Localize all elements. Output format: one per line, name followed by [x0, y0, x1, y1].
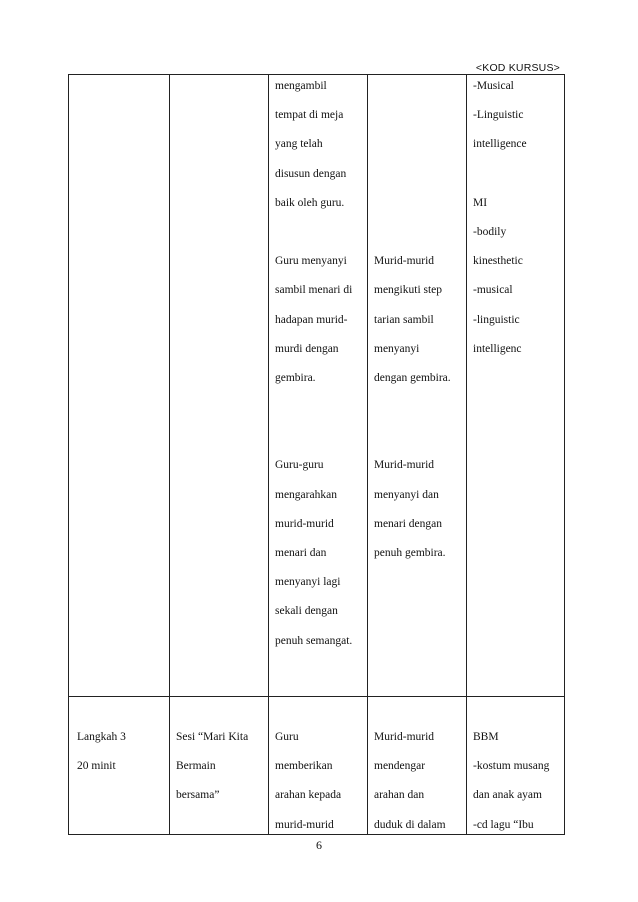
cell-line: memberikan — [275, 760, 333, 773]
cell-line: Bermain — [176, 760, 216, 773]
cell-line: Guru — [275, 731, 299, 743]
cell-line: menari dan — [275, 547, 327, 559]
cell-line: Sesi “Mari Kita — [176, 731, 249, 743]
cell-line: murdi dengan — [275, 342, 339, 355]
cell-line: kinesthetic — [473, 255, 523, 268]
cell-line: bersama” — [176, 789, 220, 802]
cell-line: sekali dengan — [275, 605, 338, 618]
cell-line: mendengar — [374, 760, 426, 773]
cell-line: Guru menyanyi — [275, 255, 347, 268]
column-divider — [169, 75, 170, 834]
cell-line: intelligenc — [473, 342, 522, 355]
column-divider — [367, 75, 368, 834]
guru-activity-cell — [275, 72, 352, 656]
catatan-cell — [473, 723, 549, 840]
cell-line — [374, 160, 451, 189]
cell-line: Guru-guru — [275, 459, 324, 472]
cell-line: penuh semangat. — [275, 634, 353, 647]
course-code-header: <KOD KURSUS> — [475, 62, 560, 74]
cell-line: Murid-murid — [374, 731, 435, 743]
cell-line: menyanyi — [374, 342, 420, 355]
cell-line: BBM — [473, 731, 499, 743]
murid-activity-cell — [374, 72, 451, 568]
cell-line — [374, 101, 451, 130]
langkah-cell — [77, 723, 126, 781]
cell-line: -bodily — [473, 225, 507, 238]
cell-line: 20 minit — [77, 760, 116, 773]
cell-line — [374, 130, 451, 159]
murid-activity-cell — [374, 723, 446, 840]
cell-line: -linguistic — [473, 313, 520, 326]
page-number: 6 — [316, 838, 322, 852]
cell-line: -cd lagu “Ibu — [473, 818, 534, 831]
cell-line: Langkah 3 — [77, 731, 126, 743]
cell-line: -Linguistic — [473, 109, 524, 122]
cell-line — [374, 218, 451, 247]
cell-line: Murid-murid — [374, 255, 435, 268]
cell-line: murid-murid — [275, 517, 334, 530]
cell-line — [275, 218, 352, 247]
cell-line: menyanyi lagi — [275, 576, 341, 589]
cell-line: Murid-murid — [374, 459, 435, 472]
cell-line: murid-murid — [275, 818, 334, 831]
cell-line: tarian sambil — [374, 313, 434, 326]
row-divider — [69, 696, 564, 697]
cell-line: sambil menari di — [275, 284, 353, 297]
cell-line: -musical — [473, 284, 513, 297]
cell-line — [275, 393, 352, 422]
cell-line: mengikuti step — [374, 284, 443, 297]
isi-cell — [176, 723, 248, 811]
guru-activity-cell — [275, 723, 341, 840]
cell-line: arahan dan — [374, 789, 425, 802]
cell-line: mengarahkan — [275, 488, 337, 501]
cell-line — [275, 422, 352, 451]
cell-line: gembira. — [275, 371, 316, 384]
cell-line: dan anak ayam — [473, 789, 542, 802]
cell-line — [374, 72, 451, 101]
cell-line: -kostum musang — [473, 760, 550, 773]
cell-line: menyanyi dan — [374, 488, 439, 501]
cell-line: hadapan murid- — [275, 313, 348, 326]
cell-line — [473, 160, 527, 189]
cell-line: arahan kepada — [275, 789, 342, 802]
cell-line: yang telah — [275, 138, 323, 151]
cell-line — [374, 422, 451, 451]
cell-line: penuh gembira. — [374, 547, 446, 559]
cell-line — [374, 189, 451, 218]
cell-line — [374, 393, 451, 422]
cell-line: disusun dengan — [275, 167, 347, 180]
cell-line: dengan gembira. — [374, 371, 451, 384]
lesson-plan-table — [68, 74, 565, 835]
cell-line: menari dengan — [374, 517, 443, 530]
cell-line: mengambil — [275, 80, 327, 92]
column-divider — [268, 75, 269, 834]
cell-line: intelligence — [473, 138, 527, 151]
column-divider — [466, 75, 467, 834]
catatan-cell — [473, 72, 527, 364]
cell-line: -Musical — [473, 80, 514, 92]
cell-line: tempat di meja — [275, 109, 344, 122]
cell-line: duduk di dalam — [374, 818, 446, 831]
cell-line: baik oleh guru. — [275, 196, 345, 209]
cell-line: MI — [473, 196, 488, 209]
